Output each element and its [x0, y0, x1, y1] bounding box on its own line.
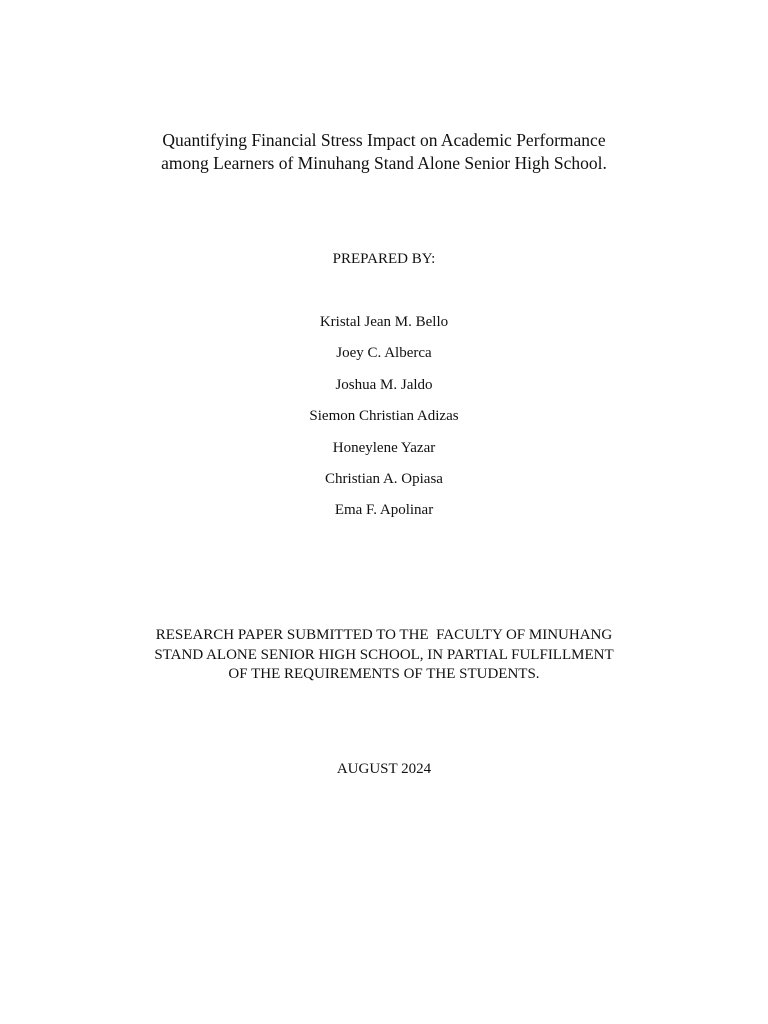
author-name: Joshua M. Jaldo	[335, 376, 433, 393]
author-name: Kristal Jean M. Bello	[319, 314, 449, 330]
title-line: Quantifying Financial Stress Impact on Academic Performance	[162, 130, 606, 150]
author-name: Joey C. Alberca	[336, 345, 432, 362]
author-name: Christian A. Opiasa	[325, 470, 443, 487]
submission-line: RESEARCH PAPER SUBMITTED TO THE FACULTY OF MINUHANG	[155, 627, 613, 643]
submission-date: AUGUST 2024	[336, 761, 432, 777]
prepared-by-label: PREPARED BY:	[332, 251, 436, 267]
author-name: Honeylene Yazar	[332, 439, 436, 456]
submission-line: OF THE REQUIREMENTS OF THE STUDENTS.	[228, 666, 540, 682]
author-name: Siemon Christian Adizas	[309, 408, 459, 425]
submission-statement	[0, 626, 768, 685]
submission-line: STAND ALONE SENIOR HIGH SCHOOL, IN PARTIAL FULFILLMENT	[154, 646, 614, 663]
author-list	[0, 313, 768, 533]
author-name: Ema F. Apolinar	[334, 502, 434, 519]
title-line: among Learners of Minuhang Stand Alone Senior High School.	[161, 153, 607, 173]
document-title	[0, 129, 768, 175]
